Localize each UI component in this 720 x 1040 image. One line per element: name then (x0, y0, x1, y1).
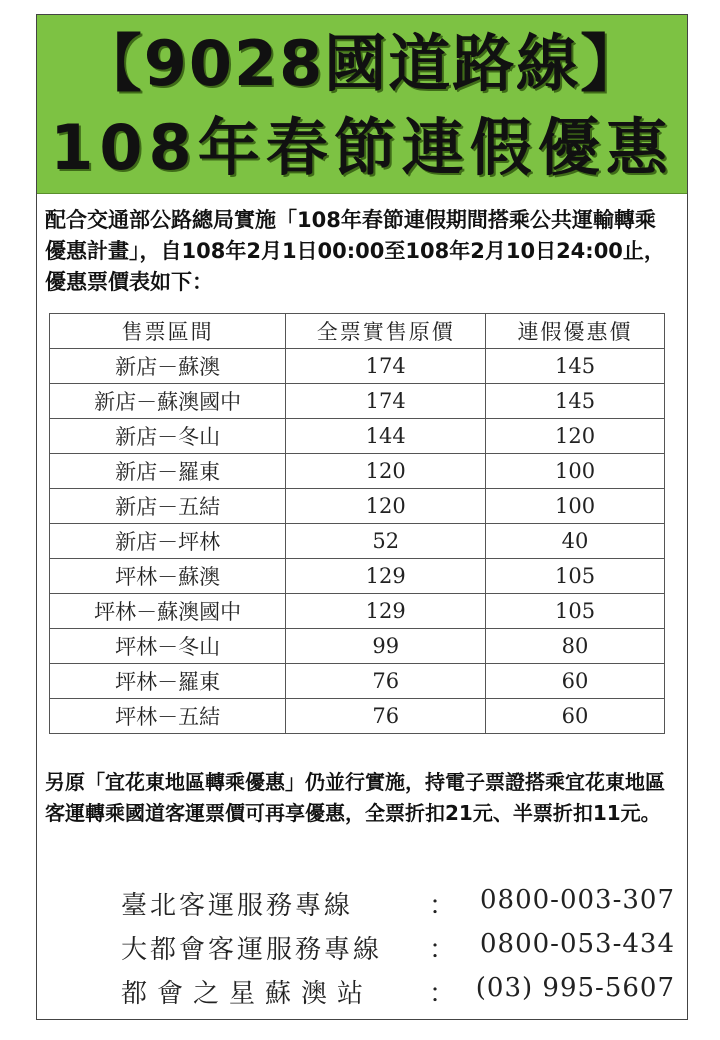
table-row (50, 664, 665, 699)
header-original-price: 全票實售原價 (286, 314, 486, 349)
discount-price-cell: 120 (486, 419, 665, 454)
table-row (50, 349, 665, 384)
discount-price-cell: 105 (486, 594, 665, 629)
discount-price-cell: 60 (486, 664, 665, 699)
transfer-discount-note: 另原「宜花東地區轉乘優惠」仍並行實施，持電子票證搭乘宜花東地區客運轉乘國道客運票價可再享優惠，全票折扣21元、半票折扣11元。 (45, 770, 665, 825)
contact-phone: 0800-053-434 (480, 929, 675, 959)
contact-phone: 0800-003-307 (480, 885, 675, 915)
title-banner (37, 15, 687, 194)
contact-label: 大都會客運服務專線 (121, 935, 383, 965)
contact-row-taipei-bus (37, 881, 687, 925)
route-cell: 新店－坪林 (50, 524, 286, 559)
route-cell: 坪林－蘇澳 (50, 559, 286, 594)
route-cell: 新店－五結 (50, 489, 286, 524)
route-cell: 坪林－冬山 (50, 629, 286, 664)
table-row (50, 594, 665, 629)
original-price-cell: 76 (286, 664, 486, 699)
route-cell: 新店－蘇澳 (50, 349, 286, 384)
table-row (50, 384, 665, 419)
contact-colon: ： (429, 979, 456, 1009)
contact-row-metropolitan-bus (37, 925, 687, 969)
promotion-title: 108年春節連假優惠 (50, 111, 674, 184)
original-price-cell: 120 (286, 489, 486, 524)
route-cell: 新店－冬山 (50, 419, 286, 454)
discount-price-cell: 40 (486, 524, 665, 559)
route-cell: 坪林－蘇澳國中 (50, 594, 286, 629)
route-cell: 坪林－五結 (50, 699, 286, 734)
original-price-cell: 174 (286, 384, 486, 419)
original-price-cell: 144 (286, 419, 486, 454)
header-route: 售票區間 (50, 314, 286, 349)
fare-table (49, 313, 665, 734)
table-row (50, 559, 665, 594)
contact-colon: ： (429, 891, 456, 921)
original-price-cell: 99 (286, 629, 486, 664)
contact-phone: (03) 995-5607 (475, 973, 675, 1003)
discount-price-cell: 100 (486, 454, 665, 489)
discount-price-cell: 60 (486, 699, 665, 734)
contact-list (37, 881, 687, 1013)
contact-label: 臺北客運服務專線 (121, 891, 354, 921)
contact-colon: ： (429, 935, 456, 965)
fare-table-header-row (50, 314, 665, 349)
header-discount-price: 連假優惠價 (486, 314, 665, 349)
contact-label: 都會之星蘇澳站 (121, 979, 374, 1009)
intro-paragraph: 配合交通部公路總局實施「108年春節連假期間搭乘公共運輸轉乘優惠計畫」，自108年2月1日00:00至108年2月10日24:00止，優惠票價表如下： (45, 208, 665, 294)
discount-price-cell: 105 (486, 559, 665, 594)
discount-price-cell: 100 (486, 489, 665, 524)
discount-price-cell: 145 (486, 349, 665, 384)
discount-price-cell: 80 (486, 629, 665, 664)
table-row (50, 489, 665, 524)
table-row (50, 629, 665, 664)
original-price-cell: 129 (286, 594, 486, 629)
table-row (50, 524, 665, 559)
original-price-cell: 120 (286, 454, 486, 489)
route-cell: 坪林－羅東 (50, 664, 286, 699)
original-price-cell: 129 (286, 559, 486, 594)
table-row (50, 419, 665, 454)
contact-row-suao-station (37, 969, 687, 1013)
discount-price-cell: 145 (486, 384, 665, 419)
fare-notice-poster (36, 14, 688, 1020)
original-price-cell: 174 (286, 349, 486, 384)
table-row (50, 454, 665, 489)
route-title: 【9028國道路線】 (79, 27, 645, 100)
original-price-cell: 52 (286, 524, 486, 559)
original-price-cell: 76 (286, 699, 486, 734)
route-cell: 新店－蘇澳國中 (50, 384, 286, 419)
route-cell: 新店－羅東 (50, 454, 286, 489)
table-row (50, 699, 665, 734)
